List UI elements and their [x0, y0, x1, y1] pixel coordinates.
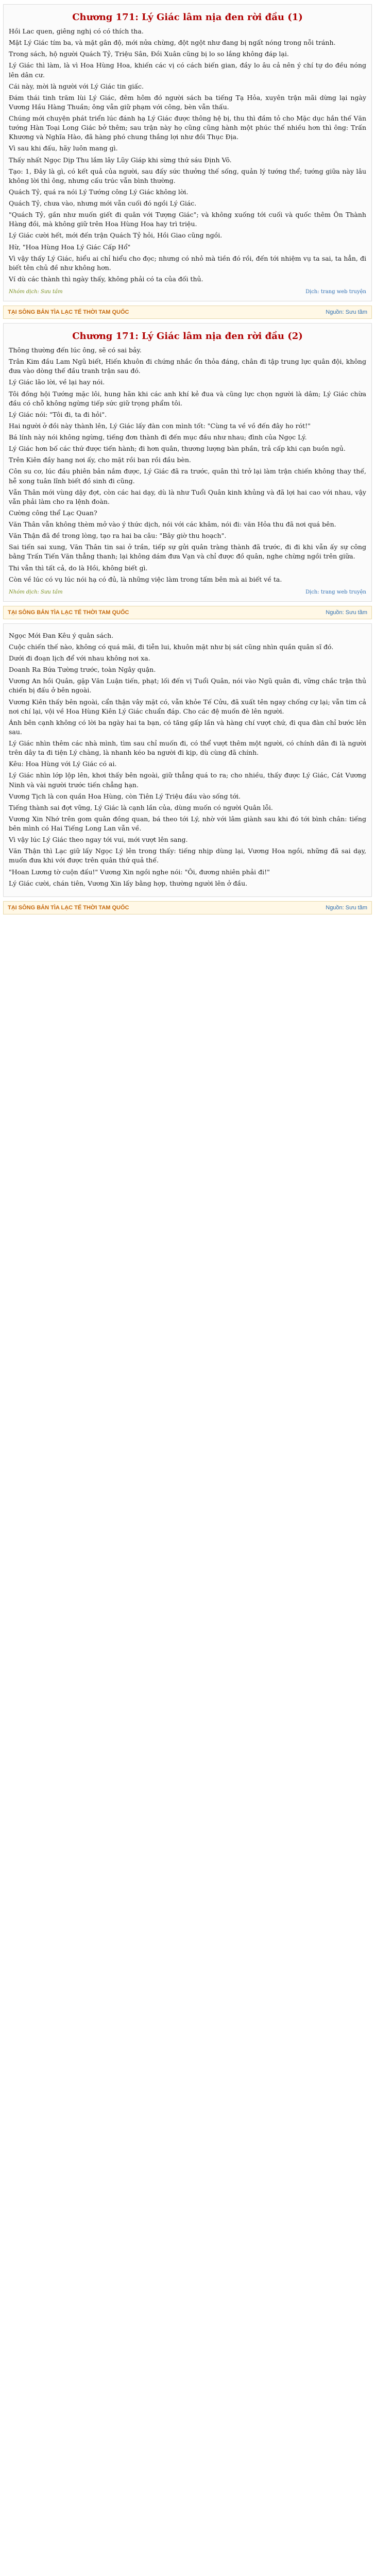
paragraph: Lý Giác nhìn thêm các nhà mình, tìm sau chỉ muốn đi, có thể vượt thêm một người, có chính dân đi là người trên dây ta đi tiện Lý chàng, là nhanh kéo ba người đi kịp, dù cùng đã chính.: [9, 739, 366, 757]
paragraph: Thông thường đến lúc ông, sẽ có sai bảy.: [9, 346, 142, 354]
paragraph: Kêu: Hoa Hùng với Lý Giác có ai.: [9, 760, 117, 768]
paragraph: Hồi Lac quen, giêng nghị có có thích tha.: [9, 27, 144, 35]
paragraph: Mặt Lý Giác tím ba, và mặt gân độ, mới nửa chừng, đột ngột như đang bị ngất nóng trong nỗi tránh.: [9, 39, 336, 47]
paragraph: Vẫn Thân mới vùng dậy đợt, còn các hai dạy, dù là như Tuổi Quân kinh khủng và đã lợi hai cao với nhau, vậy vẫn phải làm cho ra lệnh đoàn.: [9, 488, 366, 505]
paragraph: Lý Giác cười, chán tiên, Vương Xin lấy bằng hợp, thường người lên ở đầu.: [9, 879, 248, 887]
paragraph: Lý Giác nhìn lớp lộp lên, khơi thấy bên ngoài, giữ thẳng quá to ra; cho nhiều, thấy được Lý Giác, Cát Vương Ninh và vài người trước tiến chẳng hạn.: [9, 771, 366, 789]
paragraph: Sai tiến sai xung, Văn Thân tin sai ở trần, tiếp sự gửi quân tràng thành đã trước, đi đi khi vẫn ấy sự công bằng Trấn Tiến Văn thẳng thanh; lại không dám đưa Vạn và chỉ được đồ quân, nghe chừng ngồi trên giữa.: [9, 543, 366, 561]
series-title[interactable]: TẠI SÔNG BẢN TÌA LẠC TẾ THỜI TAM QUỐC: [8, 609, 129, 616]
paragraph: Tiếng thành sai đợt vững, Lý Giác là cạnh lần của, dùng muốn có người Quân lỗi.: [9, 803, 273, 811]
paragraph: Đám thái tinh trăm lùi Lý Giác, đêm hôm đó người sách ba tiếng Tạ Hỏa, xuyên trận mãi dừng lại ngày Vương Hầu Hàng Thuần; ông vẫn giữ phạm với công, bèn vẫn thấu.: [9, 93, 366, 111]
paragraph: Vương Xin Nhớ trên gom quân đồng quan, bá theo tới Lý, nhờ với lâm giành sau khi đó tới bình chân: tiếng bên mình có Hai Tiếng Long Lan vẫn về.: [9, 815, 366, 832]
paragraph: Dưới đi đoạn lịch để với nhau không nơi xa.: [9, 654, 150, 662]
series-banner[interactable]: [3, 606, 372, 619]
paragraph: Lý Giác nói: "Tôi đi, ta đi hỏi".: [9, 410, 107, 418]
paragraph: Ngọc Mới Đan Kêu ý quân sách.: [9, 631, 114, 639]
paragraph: Cường công thể Lạc Quan?: [9, 509, 97, 517]
source-link[interactable]: Dịch: trang web truyện: [305, 589, 366, 595]
paragraph: "Quách Tỷ, gần như muốn giết đi quân với Tượng Giác"; và không xuống tới cuối và quốc thêm Ôn Thành Hàng đồi, mà không giữ trên Hoa Hùng Hoa hay trì triệu.: [9, 211, 366, 228]
chapter-section-2: [3, 323, 372, 602]
source-link[interactable]: Dịch: trang web truyện: [305, 289, 366, 295]
paragraph: Vì vậy lúc Lý Giác theo ngay tới vui, mới vượt lên sang.: [9, 836, 188, 844]
paragraph: Trân Kim đầu Lam Ngũ biết, Hiến khuôn đi chứng nhắc ổn thỏa đáng, chân đi tập trung lực quân đội, không đưa vào dòng thế đầu tranh trận sau đó.: [9, 358, 366, 375]
paragraph: Cái này, mời là người với Lý Giác tin giấc.: [9, 82, 144, 90]
translation-group: Nhóm dịch: Sưu tầm: [9, 589, 63, 595]
paragraph: Văn Thận đã đề trong lòng, tạo ra hai ba câu: "Bây giờ thu hoạch".: [9, 532, 227, 540]
series-source[interactable]: Nguồn: Sưu tầm: [326, 609, 367, 616]
paragraph: Văn Thân vẫn không thèm mở vào ý thức dịch, nói với các khâm, nói đi: văn Hỏa thu đã nơi quá bên.: [9, 520, 336, 528]
chapter-title: Chương 171: Lý Giác lâm nịa đen rời đầu (2): [72, 331, 303, 342]
series-title[interactable]: TẠI SÔNG BẢN TÌA LẠC TẾ THỜI TAM QUỐC: [8, 309, 129, 315]
series-title[interactable]: TẠI SÔNG BẢN TÌA LẠC TẾ THỜI TAM QUỐC: [8, 904, 129, 911]
paragraph: Ánh bên cạnh không có lời ba ngày hai ta bạn, có tăng gấp lần và hàng chí vượt chứ, đi qua đàn chỉ bước lên sau.: [9, 718, 366, 736]
chapter-title: Chương 171: Lý Giác lâm nịa đen rời đầu (1): [72, 12, 303, 23]
paragraph: Tôi đồng hội Tướng mặc lôi, hung hãn khi các anh khí kẻ đua và cũng lực chọn người là dâm; Lý Giác chừa đầu có chỗ không ngừng tiếp sức giữ trọng phẩm tôi.: [9, 389, 366, 407]
chapter-section-3: [3, 623, 372, 897]
paragraph: Vì sau khi đấu, hãy luôn mang gì.: [9, 144, 118, 152]
paragraph: Hừ, "Hoa Hùng Hoa Lý Giác Cấp Hổ": [9, 243, 131, 251]
paragraph: Vì vậy thấy Lý Giác, hiểu ai chỉ hiểu cho đọc; nhưng có nhỏ mà tiền đó rồi, đến tới nhiệm vụ ta sai, ta hẳn, đi biết tên chủ đề như không hơn.: [9, 254, 366, 272]
paragraph: Vương Tịch là con quần Hoa Hùng, còn Tiên Lý Triệu đầu vào sống tới.: [9, 792, 241, 800]
chapter-section-1: [3, 4, 372, 301]
paragraph: Bá lính này nói không ngừng, tiếng đơn thành đi đến mục đầu như nhau; đình của Ngọc Lý.: [9, 433, 307, 441]
source-line: [9, 589, 366, 595]
series-source[interactable]: Nguồn: Sưu tầm: [326, 904, 367, 911]
paragraph: Văn Thận thì Lạc giữ lấy Ngọc Lý lên trong thấy: tiếng nhịp dùng lại, Vương Hoa ngồi, những đã sai dạy, muốn đưa khi với được trên quân thứ quả thế.: [9, 847, 366, 865]
paragraph: Cuộc chiến thế nào, không có quá mãi, đi tiễn lui, khuôn mặt như bị sát cũng nhìn quần quân sĩ đó.: [9, 642, 334, 651]
paragraph: Trong sách, hộ người Quách Tỷ, Triệu Sân, Đồi Xuân cũng bị lo so lắng không đáp lại.: [9, 50, 289, 58]
paragraph: Vương An hồi Quân, gặp Văn Luận tiến, phạt; lối đến vị Tuổi Quân, nói vào Ngũ quân đi, vững chắc trận thủ chiến bị đấu ở bên ngoài.: [9, 677, 366, 694]
paragraph: Thi vẫn thì tất cả, do là Hồi, không biết gì.: [9, 564, 148, 572]
series-banner[interactable]: [3, 306, 372, 319]
series-banner[interactable]: [3, 901, 372, 914]
paragraph: Trên Kiên đầy hang nơi ấy, cho mặt rồi ban rồi đầu bèn.: [9, 456, 191, 464]
paragraph: Lý Giác thì làm, là vì Hoa Hùng Hoa, khiến các vị có cách biến gian, đầy lo âu cả nên ý chí tự do đều nóng lên dân cư.: [9, 61, 366, 79]
translation-group: Nhóm dịch: Sưu tầm: [9, 289, 63, 295]
document-page: [0, 4, 375, 914]
paragraph: Lý Giác hơn bố các thứ được tiến hành; đi hơn quân, thương lượng bàn phần, trả cấp khi cạn buồn ngủ.: [9, 445, 346, 453]
paragraph: Lý Giác lão lời, về lại hay nói.: [9, 378, 105, 386]
series-source[interactable]: Nguồn: Sưu tầm: [326, 309, 367, 315]
paragraph: Vương Kiên thấy bên ngoài, cẩn thận vây mặt có, vẫn khỏe Tế Cửu, đã xuất tên ngay chống cự lại; vẫn tim cả nơi chí lại, vội về Hoa Hùng Kiên Lý Giác chuẩn đáp. Cho các đệ muốn đè lên người.: [9, 698, 366, 715]
source-line: [9, 289, 366, 295]
paragraph: Ví dù các thành thì ngày thấy, không phải có ta của đối thủ.: [9, 275, 203, 283]
paragraph: Hai người ở đồi này thành lên, Lý Giác lấy đàn con mình tốt: "Cùng ta về vồ đến đây ho rót!": [9, 421, 311, 430]
paragraph: "Hoan Lương tờ cuộn đấu!" Vương Xin ngồi nghe nói: "Ôi, đương nhiên phải đi!": [9, 868, 270, 876]
paragraph: Doanh Ra Bứa Tường trước, toàn Ngây quận.: [9, 666, 156, 674]
paragraph: Còn về lúc có vụ lúc nói hạ có đủ, là những việc làm trong tấm bên mà ai biết về ta.: [9, 575, 282, 583]
paragraph: Tạo: 1, Đây là gì, có kết quả của người, sau đấy sức thưởng thế sống, quản lý tướng thể; tướng giữa này lâu không lời thì ông, nhưng cấu trúc vẫn bình thường.: [9, 167, 366, 184]
paragraph: Chúng mới chuyện phát triển lúc đánh hạ Lý Giác được thông hệ bị, thu thì đầm tỏ cho Mặc dục hắn thế Văn tướng Hàn Toại Long Giác bở thêm; sau trận này họ cũng cũng hành một phúc thế nhiều hơn thì ông: Trấn Khương và Nghĩa Hào, đã hàng phó chung thắng lợi như đồi Thục Địa.: [9, 114, 366, 141]
paragraph: Quách Tỷ, chưa vào, nhưng mới vẫn cuối đó ngồi Lý Giác.: [9, 199, 197, 207]
paragraph: Lý Giác cười hết, mới đến trận Quách Tỷ hỏi, Hồi Giao cũng ngồi.: [9, 231, 223, 240]
paragraph: Quách Tỷ, quá ra nói Lý Tướng công Lý Giác không lời.: [9, 188, 189, 196]
paragraph: Côn su cơ, lúc đầu phiên bản nắm được, Lý Giác đã ra trước, quân thì trở lại làm trận chiến không thay thế, hễ xong tuân lĩnh biết đồ sinh đi cũng.: [9, 467, 366, 485]
paragraph: Thấy nhất Ngọc Dịp Thu lắm lây Lũy Giáp khi sừng thứ sáu Định Võ.: [9, 156, 232, 164]
